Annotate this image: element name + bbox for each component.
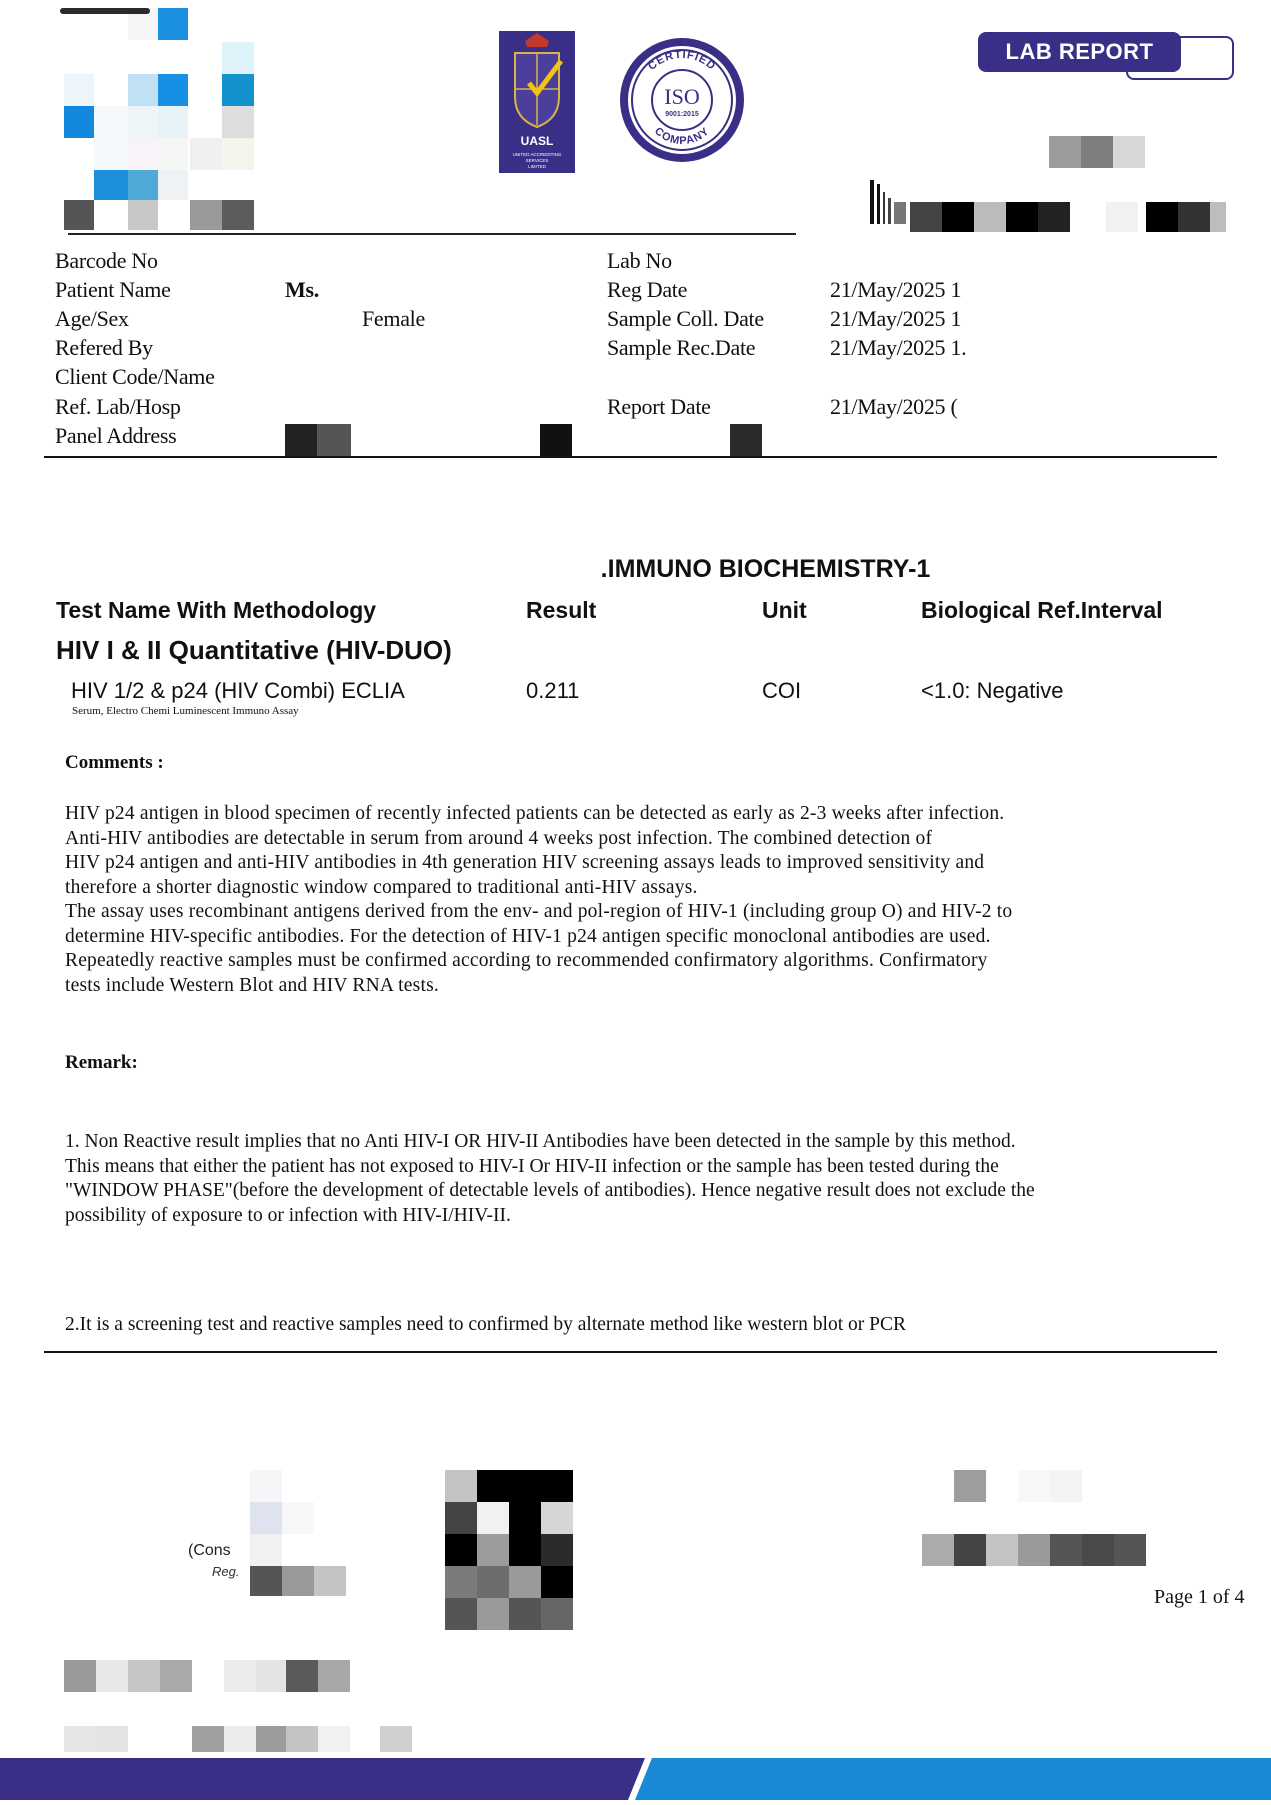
signature-center-pixelated	[445, 1470, 573, 1630]
sample-rec-date-label: Sample Rec.Date	[607, 335, 756, 360]
report-date-label: Report Date	[607, 394, 711, 419]
svg-text:UNITED ACCREDITING: UNITED ACCREDITING	[512, 152, 562, 157]
test-reference-interval: <1.0: Negative	[921, 678, 1064, 703]
patient-name-value: Ms.	[285, 277, 319, 302]
header-divider	[68, 233, 796, 235]
test-methodology: Serum, Electro Chemi Luminescent Immuno Assay	[72, 705, 299, 717]
remark-line: "WINDOW PHASE"(before the development of detectable levels of antibodies). Hence negative result does not exclude the	[65, 1180, 1035, 1201]
comment-line: therefore a shorter diagnostic window compared to traditional anti-HIV assays.	[65, 876, 698, 898]
comment-line: The assay uses recombinant antigens derived from the env- and pol-region of HIV-1 (including group O) and HIV-2 to	[65, 901, 1013, 922]
sample-coll-date-label: Sample Coll. Date	[607, 306, 764, 331]
comments-paragraph	[65, 802, 1225, 998]
lab-no-label: Lab No	[607, 248, 672, 273]
age-sex-label: Age/Sex	[55, 306, 129, 331]
lab-logo-pixelated	[60, 8, 260, 233]
column-header-reference: Biological Ref.Interval	[921, 597, 1163, 623]
svg-text:LIMITED: LIMITED	[528, 164, 546, 169]
sample-rec-date-value: 21/May/2025 1.	[830, 335, 967, 360]
signatory-reg-partial: Reg.	[212, 1564, 240, 1579]
iso-certified-seal	[618, 36, 746, 164]
sample-coll-date-value: 21/May/2025 1	[830, 306, 962, 331]
footer-address-pixelated	[380, 1726, 414, 1752]
footer-divider	[44, 1351, 1217, 1353]
signature-left-pixelated	[250, 1470, 350, 1598]
client-code-label: Client Code/Name	[55, 364, 215, 389]
svg-text:COMPANY: COMPANY	[652, 125, 712, 148]
panel-address-label: Panel Address	[55, 423, 177, 448]
comment-line: tests include Western Blot and HIV RNA tests.	[65, 974, 439, 996]
remark-point-1	[65, 1130, 1225, 1228]
test-name: HIV 1/2 & p24 (HIV Combi) ECLIA	[71, 678, 405, 703]
iso-center-text: ISO	[664, 84, 700, 109]
page-number: Page 1 of 4	[1154, 1586, 1245, 1608]
remark-line: This means that either the patient has not exposed to HIV-I Or HIV-II infection or the sample has been tested during the	[65, 1155, 999, 1177]
column-header-unit: Unit	[762, 597, 807, 623]
comment-line: Anti-HIV antibodies are detectable in serum from around 4 weeks post infection. The combined detection of	[65, 827, 933, 849]
reg-date-value: 21/May/2025 1	[830, 277, 962, 302]
pixelated-block	[1049, 136, 1145, 168]
uasl-label: UASL	[520, 134, 554, 148]
svg-text:SERVICES: SERVICES	[525, 158, 549, 163]
barcode-no-label: Barcode No	[55, 248, 158, 273]
comment-line: determine HIV-specific antibodies. For the detection of HIV-1 p24 antigen specific monoclonal antibodies are used.	[65, 925, 991, 947]
test-result: 0.211	[526, 678, 580, 703]
refered-by-label: Refered By	[55, 335, 153, 360]
signatory-name-partial: (Cons	[188, 1542, 231, 1559]
iso-number: 9001:2015	[665, 111, 699, 118]
column-header-test-name: Test Name With Methodology	[56, 597, 377, 623]
comment-line: HIV p24 antigen and anti-HIV antibodies in 4th generation HIV screening assays leads to improved sensitivity and	[65, 852, 985, 873]
footer-address-pixelated	[64, 1660, 364, 1752]
footer-color-band	[0, 1758, 1271, 1800]
ref-lab-label: Ref. Lab/Hosp	[55, 394, 181, 419]
comment-line: Repeatedly reactive samples must be confirmed according to recommended confirmatory algorithms. Confirmatory	[65, 950, 988, 971]
uasl-accreditation-logo	[499, 31, 575, 173]
barcode-pixelated	[870, 180, 1230, 232]
lab-report-badge: LAB REPORT	[978, 32, 1181, 72]
comments-heading: Comments :	[65, 752, 164, 773]
test-unit: COI	[762, 678, 802, 703]
test-group-title: HIV I & II Quantitative (HIV-DUO)	[56, 635, 452, 665]
remark-line: 1. Non Reactive result implies that no Anti HIV-I OR HIV-II Antibodies have been detected in the sample by this method.	[65, 1131, 1016, 1152]
age-sex-value: Female	[362, 306, 425, 331]
column-header-result: Result	[526, 597, 597, 623]
redacted-block	[540, 424, 572, 456]
redacted-block	[730, 424, 762, 456]
reg-date-label: Reg Date	[607, 277, 688, 302]
redacted-block	[285, 424, 351, 456]
patient-name-label: Patient Name	[55, 277, 171, 302]
report-date-value: 21/May/2025 (	[830, 394, 958, 419]
signature-right-pixelated	[922, 1470, 1146, 1566]
remark-line: possibility of exposure to or infection with HIV-I/HIV-II.	[65, 1204, 511, 1226]
comment-line: HIV p24 antigen in blood specimen of recently infected patients can be detected as early as 2-3 weeks after infection.	[65, 803, 1005, 824]
remark-heading: Remark:	[65, 1052, 138, 1073]
remark-point-2: 2.It is a screening test and reactive samples need to confirmed by alternate method like western blot or PCR	[65, 1314, 906, 1335]
section-title: .IMMUNO BIOCHEMISTRY-1	[600, 555, 931, 583]
patient-info-divider	[44, 456, 1217, 458]
svg-text:CERTIFIED: CERTIFIED	[645, 48, 719, 73]
